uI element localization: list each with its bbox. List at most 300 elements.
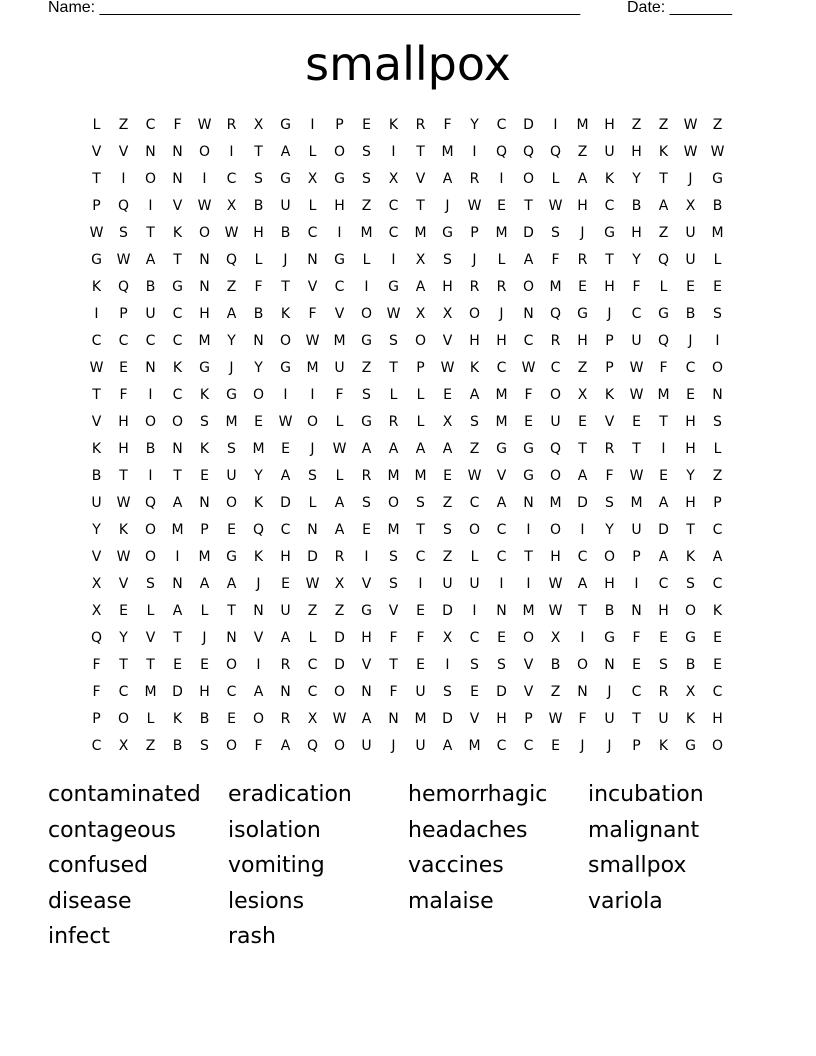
grid-letter: A (496, 495, 507, 511)
grid-letter: G (172, 279, 183, 295)
grid-letter: E (254, 414, 263, 430)
grid-letter: C (307, 684, 318, 700)
grid-letter: K (685, 549, 696, 565)
grid-letter: T (281, 279, 290, 295)
grid-letter: N (226, 630, 237, 646)
grid-letter: T (92, 387, 101, 403)
grid-letter: V (415, 171, 426, 187)
grid-letter: O (711, 360, 724, 376)
grid-letter: T (416, 144, 425, 160)
grid-letter: R (604, 441, 615, 457)
grid-letter: T (389, 360, 398, 376)
grid-letter: S (308, 468, 317, 484)
grid-letter: A (577, 576, 588, 592)
grid-letter: I (445, 657, 450, 673)
grid-letter: H (442, 279, 453, 295)
grid-letter: R (334, 549, 345, 565)
grid-letter: X (388, 171, 399, 187)
date-field-label: Date: _______ (627, 0, 732, 16)
grid-letter: P (524, 711, 533, 727)
grid-letter: O (576, 657, 589, 673)
grid-letter: H (550, 549, 561, 565)
grid-letter: D (523, 117, 534, 133)
grid-row (83, 571, 733, 598)
grid-letter: C (496, 522, 507, 538)
grid-letter: M (495, 387, 508, 403)
grid-letter: N (253, 603, 264, 619)
grid-letter: C (496, 117, 507, 133)
grid-letter: E (416, 657, 425, 673)
grid-letter: L (146, 711, 155, 727)
grid-letter: V (91, 144, 102, 160)
grid-letter: A (172, 495, 183, 511)
grid-letter: D (334, 657, 345, 673)
grid-letter: L (497, 252, 506, 268)
grid-letter: E (470, 684, 479, 700)
grid-letter: A (172, 603, 183, 619)
grid-letter: J (202, 630, 207, 646)
grid-letter: L (308, 198, 317, 214)
grid-letter: Z (712, 117, 723, 133)
grid-letter: C (469, 495, 480, 511)
grid-letter: C (388, 198, 399, 214)
grid-letter: C (685, 360, 696, 376)
grid-letter: D (280, 495, 291, 511)
grid-row (83, 220, 733, 247)
grid-letter: I (283, 387, 288, 403)
grid-letter: X (550, 630, 561, 646)
grid-letter: A (280, 144, 291, 160)
grid-letter: F (416, 630, 425, 646)
grid-letter: S (389, 576, 398, 592)
name-field-label: Name: ______________________________________________________ (48, 0, 581, 16)
grid-letter: H (469, 333, 480, 349)
grid-letter: N (199, 495, 210, 511)
word-bank-item: eradication (228, 782, 352, 807)
grid-letter: A (199, 576, 210, 592)
grid-letter: G (280, 360, 291, 376)
grid-letter: Z (226, 279, 237, 295)
grid-letter: J (256, 576, 261, 592)
grid-letter: W (467, 198, 482, 214)
grid-letter: I (310, 387, 315, 403)
grid-letter: L (470, 549, 479, 565)
grid-row (83, 166, 733, 193)
grid-letter: N (388, 711, 399, 727)
grid-letter: C (172, 306, 183, 322)
grid-letter: V (307, 279, 318, 295)
grid-letter: E (713, 630, 722, 646)
word-bank-item: smallpox (588, 853, 687, 878)
grid-letter: W (332, 441, 347, 457)
grid-letter: W (548, 711, 563, 727)
grid-letter: Z (550, 684, 561, 700)
grid-letter: J (688, 333, 693, 349)
grid-letter: O (468, 306, 481, 322)
grid-letter: R (496, 279, 507, 295)
grid-letter: O (711, 738, 724, 754)
grid-letter: T (659, 414, 668, 430)
grid-row (83, 301, 733, 328)
grid-letter: P (605, 360, 614, 376)
grid-letter: G (226, 387, 237, 403)
grid-letter: V (361, 576, 372, 592)
grid-letter: A (712, 549, 723, 565)
grid-letter: T (146, 225, 155, 241)
grid-letter: C (388, 225, 399, 241)
grid-letter: O (603, 549, 616, 565)
grid-letter: S (146, 576, 155, 592)
grid-letter: B (550, 657, 561, 673)
grid-row (83, 517, 733, 544)
grid-letter: R (388, 414, 399, 430)
grid-letter: B (712, 198, 723, 214)
word-bank-item: incubation (588, 782, 704, 807)
grid-letter: V (469, 711, 480, 727)
grid-letter: I (580, 630, 585, 646)
grid-letter: E (659, 468, 668, 484)
grid-letter: F (92, 657, 101, 673)
grid-letter: O (333, 684, 346, 700)
grid-letter: M (468, 738, 481, 754)
grid-letter: U (415, 738, 426, 754)
grid-letter: I (391, 252, 396, 268)
grid-letter: M (495, 225, 508, 241)
grid-letter: A (280, 468, 291, 484)
grid-row (83, 139, 733, 166)
grid-letter: F (119, 387, 128, 403)
grid-letter: W (116, 252, 131, 268)
grid-letter: J (472, 252, 477, 268)
grid-letter: V (388, 603, 399, 619)
grid-letter: Q (252, 522, 265, 538)
grid-letter: I (661, 441, 666, 457)
grid-letter: P (200, 522, 209, 538)
grid-letter: Q (522, 144, 535, 160)
grid-letter: V (91, 549, 102, 565)
grid-letter: A (577, 171, 588, 187)
grid-letter: F (254, 738, 263, 754)
grid-letter: A (415, 279, 426, 295)
grid-letter: S (470, 657, 479, 673)
grid-letter: H (334, 198, 345, 214)
grid-letter: K (91, 279, 102, 295)
grid-letter: Z (658, 225, 669, 241)
grid-letter: M (414, 225, 427, 241)
grid-letter: B (253, 198, 264, 214)
grid-letter: W (89, 360, 104, 376)
grid-letter: W (467, 468, 482, 484)
grid-letter: B (172, 738, 183, 754)
grid-letter: T (605, 252, 614, 268)
grid-letter: I (148, 387, 153, 403)
grid-letter: U (604, 144, 615, 160)
grid-letter: T (659, 171, 668, 187)
grid-letter: B (631, 198, 642, 214)
grid-letter: O (387, 495, 400, 511)
grid-letter: A (334, 522, 345, 538)
grid-letter: C (496, 549, 507, 565)
grid-letter: T (254, 144, 263, 160)
grid-letter: C (145, 333, 156, 349)
grid-letter: O (468, 522, 481, 538)
grid-letter: D (334, 630, 345, 646)
grid-letter: Q (144, 495, 157, 511)
grid-letter: L (389, 387, 398, 403)
grid-letter: O (252, 387, 265, 403)
grid-letter: C (307, 657, 318, 673)
grid-letter: G (685, 630, 696, 646)
grid-letter: I (121, 171, 126, 187)
grid-letter: H (685, 441, 696, 457)
grid-letter: D (577, 495, 588, 511)
grid-letter: M (711, 225, 724, 241)
grid-letter: U (91, 495, 102, 511)
grid-letter: G (442, 225, 453, 241)
grid-letter: U (658, 711, 669, 727)
grid-letter: S (443, 252, 452, 268)
grid-letter: M (198, 333, 211, 349)
grid-letter: W (386, 306, 401, 322)
grid-letter: F (92, 684, 101, 700)
grid-letter: C (226, 684, 237, 700)
grid-letter: G (496, 441, 507, 457)
grid-row (83, 652, 733, 679)
grid-letter: L (713, 441, 722, 457)
grid-letter: Q (657, 333, 670, 349)
grid-letter: H (712, 711, 723, 727)
grid-letter: L (335, 468, 344, 484)
grid-letter: P (92, 198, 101, 214)
grid-letter: G (388, 279, 399, 295)
grid-letter: U (685, 225, 696, 241)
grid-letter: T (524, 198, 533, 214)
word-bank-item: malaise (408, 888, 494, 914)
grid-letter: G (334, 171, 345, 187)
grid-letter: H (685, 414, 696, 430)
grid-letter: U (280, 603, 291, 619)
grid-letter: C (631, 684, 642, 700)
grid-row (83, 112, 733, 139)
grid-letter: K (604, 387, 615, 403)
grid-letter: E (416, 603, 425, 619)
grid-row (83, 544, 733, 571)
grid-row (83, 274, 733, 301)
grid-letter: X (685, 198, 696, 214)
grid-letter: E (551, 738, 560, 754)
grid-letter: H (577, 333, 588, 349)
grid-letter: C (550, 360, 561, 376)
grid-letter: I (499, 576, 504, 592)
grid-letter: C (712, 576, 723, 592)
grid-letter: G (280, 171, 291, 187)
grid-letter: G (361, 333, 372, 349)
grid-letter: O (144, 171, 157, 187)
grid-letter: I (229, 144, 234, 160)
grid-letter: L (308, 495, 317, 511)
grid-letter: W (548, 603, 563, 619)
grid-letter: W (521, 360, 536, 376)
grid-letter: A (226, 576, 237, 592)
grid-row (83, 625, 733, 652)
grid-letter: H (631, 144, 642, 160)
grid-letter: O (306, 414, 319, 430)
grid-letter: K (199, 441, 210, 457)
grid-letter: H (577, 198, 588, 214)
grid-letter: U (280, 198, 291, 214)
grid-letter: Q (225, 252, 238, 268)
grid-letter: G (226, 549, 237, 565)
grid-letter: Q (657, 252, 670, 268)
grid-letter: E (632, 414, 641, 430)
grid-letter: O (279, 333, 292, 349)
grid-row (83, 490, 733, 517)
grid-letter: I (202, 171, 207, 187)
grid-letter: G (199, 360, 210, 376)
grid-letter: W (548, 576, 563, 592)
grid-letter: G (334, 252, 345, 268)
grid-letter: Z (145, 738, 156, 754)
grid-letter: C (577, 549, 588, 565)
grid-letter: B (685, 306, 696, 322)
grid-letter: M (657, 387, 670, 403)
grid-letter: V (334, 306, 345, 322)
grid-letter: N (523, 495, 534, 511)
grid-letter: X (91, 576, 102, 592)
grid-letter: I (148, 198, 153, 214)
grid-letter: E (443, 468, 452, 484)
grid-letter: H (199, 306, 210, 322)
grid-letter: H (280, 549, 291, 565)
grid-letter: L (200, 603, 209, 619)
grid-letter: B (145, 441, 156, 457)
grid-letter: I (499, 171, 504, 187)
grid-letter: S (443, 522, 452, 538)
word-bank-item: infect (48, 924, 111, 949)
grid-letter: U (631, 522, 642, 538)
grid-letter: E (227, 522, 236, 538)
grid-letter: M (387, 522, 400, 538)
grid-letter: Y (605, 522, 614, 538)
grid-letter: S (119, 225, 128, 241)
grid-letter: P (92, 711, 101, 727)
grid-letter: O (684, 603, 697, 619)
grid-letter: E (632, 657, 641, 673)
grid-letter: N (145, 144, 156, 160)
word-bank-item: isolation (228, 817, 321, 843)
grid-letter: T (416, 522, 425, 538)
grid-letter: S (416, 495, 425, 511)
grid-letter: M (495, 414, 508, 430)
grid-letter: N (496, 603, 507, 619)
grid-letter: C (496, 738, 507, 754)
grid-letter: G (361, 414, 372, 430)
grid-letter: K (280, 306, 291, 322)
grid-letter: S (389, 333, 398, 349)
grid-letter: E (443, 387, 452, 403)
grid-letter: K (469, 360, 480, 376)
grid-letter: O (522, 630, 535, 646)
grid-letter: C (226, 171, 237, 187)
grid-letter: G (523, 468, 534, 484)
grid-letter: U (334, 360, 345, 376)
grid-letter: I (175, 549, 180, 565)
grid-letter: E (497, 198, 506, 214)
grid-letter: C (145, 117, 156, 133)
grid-letter: P (713, 495, 722, 511)
grid-letter: T (173, 630, 182, 646)
grid-letter: V (91, 414, 102, 430)
grid-letter: Z (307, 603, 318, 619)
grid-letter: N (172, 441, 183, 457)
grid-letter: N (172, 576, 183, 592)
grid-letter: M (225, 414, 238, 430)
grid-letter: X (226, 198, 237, 214)
grid-letter: A (334, 495, 345, 511)
grid-letter: J (688, 171, 693, 187)
word-bank-item: headaches (408, 817, 528, 843)
grid-letter: X (307, 171, 318, 187)
grid-letter: N (199, 279, 210, 295)
grid-letter: H (496, 711, 507, 727)
grid-letter: C (631, 306, 642, 322)
grid-row (83, 247, 733, 274)
grid-letter: P (119, 306, 128, 322)
grid-letter: Z (577, 360, 588, 376)
grid-letter: G (280, 117, 291, 133)
grid-letter: I (472, 603, 477, 619)
grid-letter: C (334, 279, 345, 295)
grid-letter: X (307, 711, 318, 727)
word-bank-item: malignant (588, 817, 700, 843)
grid-letter: X (334, 576, 345, 592)
grid-letter: O (198, 144, 211, 160)
grid-letter: Z (442, 549, 453, 565)
grid-letter: S (551, 225, 560, 241)
grid-row (83, 328, 733, 355)
grid-letter: E (578, 414, 587, 430)
grid-letter: V (361, 657, 372, 673)
grid-letter: A (523, 252, 534, 268)
grid-letter: T (416, 198, 425, 214)
grid-letter: E (659, 630, 668, 646)
grid-letter: K (388, 117, 399, 133)
grid-letter: W (683, 144, 698, 160)
grid-letter: Y (119, 630, 128, 646)
grid-letter: S (389, 549, 398, 565)
grid-letter: A (442, 171, 453, 187)
grid-letter: N (172, 171, 183, 187)
grid-letter: T (119, 468, 128, 484)
grid-letter: F (605, 468, 614, 484)
grid-letter: L (713, 252, 722, 268)
grid-letter: X (442, 306, 453, 322)
grid-letter: Z (361, 198, 372, 214)
grid-letter: U (361, 738, 372, 754)
grid-letter: P (605, 333, 614, 349)
grid-letter: E (200, 468, 209, 484)
grid-letter: T (389, 657, 398, 673)
grid-letter: I (472, 144, 477, 160)
word-bank-item: variola (588, 888, 663, 914)
grid-letter: J (580, 225, 585, 241)
grid-letter: F (389, 684, 398, 700)
grid-letter: B (145, 279, 156, 295)
grid-letter: W (305, 333, 320, 349)
grid-letter: A (658, 495, 669, 511)
grid-letter: R (280, 711, 291, 727)
grid-letter: Q (306, 738, 319, 754)
